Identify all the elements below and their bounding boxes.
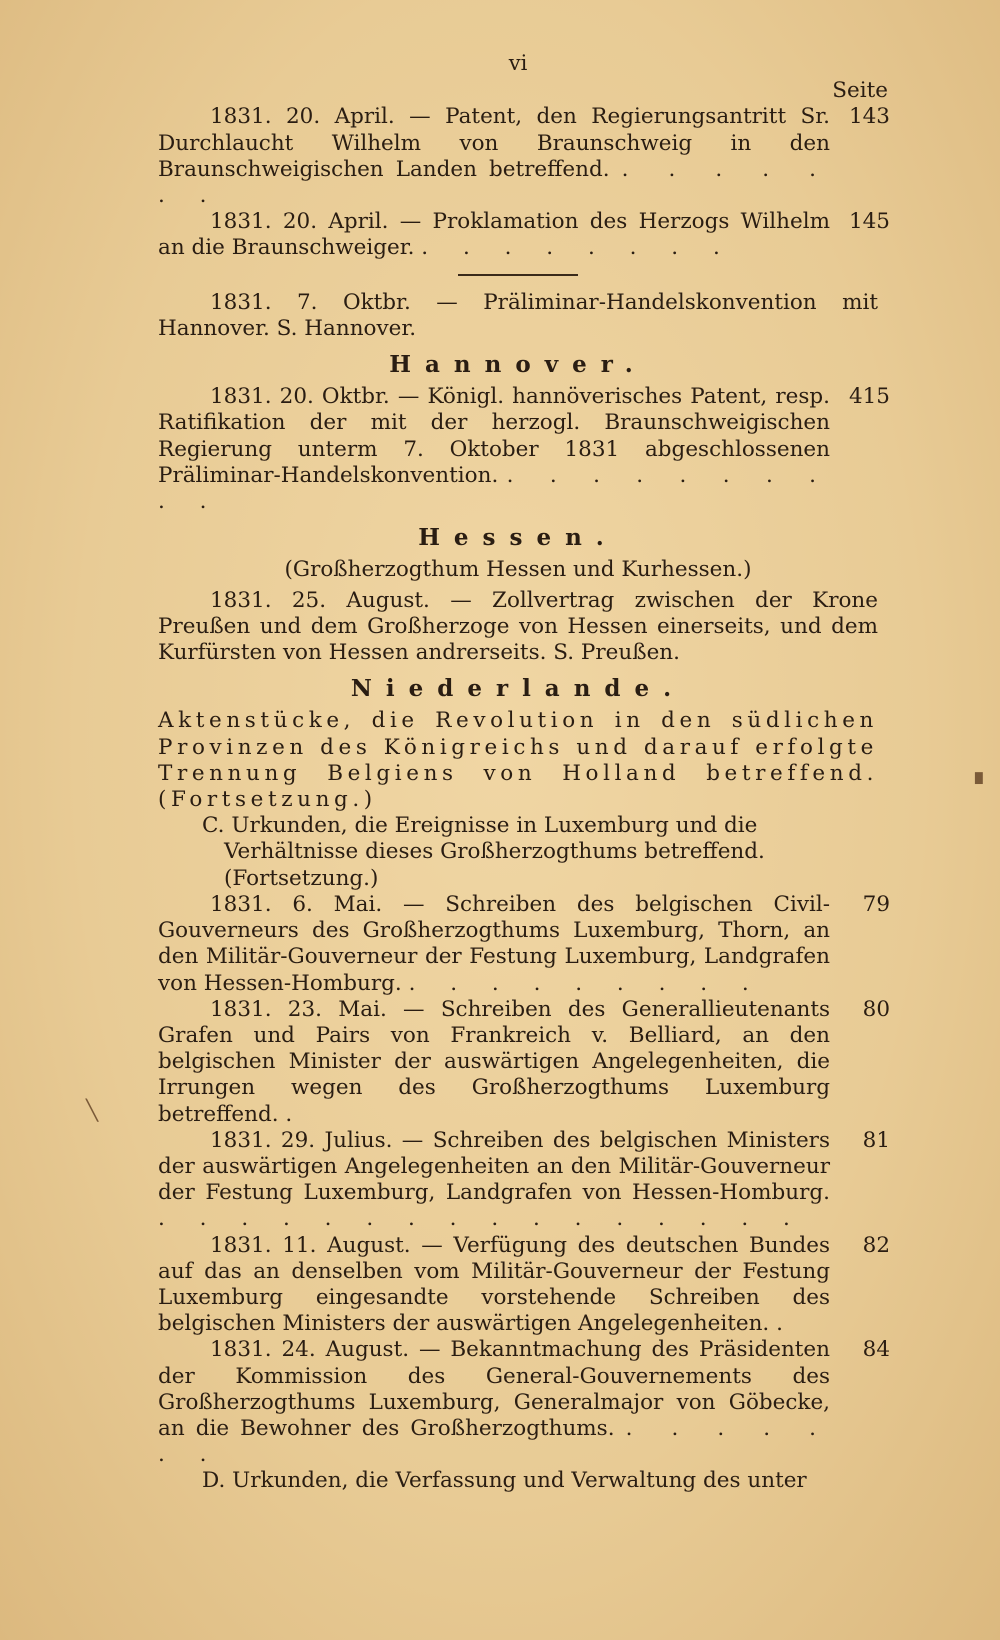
ink-mark: ╲	[86, 1098, 99, 1122]
section-heading-niederlande: Niederlande.	[350, 675, 686, 703]
entry-dots: . . . . . . . .	[421, 235, 734, 261]
section-subheading-hessen: (Großherzogthum Hessen und Kurhessen.)	[284, 557, 752, 583]
toc-entry-hessen: 1831. 25. August. — Zollvertrag zwischen der Krone Preußen und dem Großherzoge von Hessen einerseits, und dem Kurfürsten von Hessen andrerseits. S. Preußen.	[158, 587, 878, 666]
toc-entry	[158, 384, 890, 515]
entry-text: 1831. 20. Oktbr. — Königl. hannöverisches Patent, resp. Ratifikation der mit der herzogl. Braunschweigischen Regierung unterm 7. Oktober 1831 abgeschlossenen Präliminar-Handelskonvention.	[158, 384, 830, 488]
entry-page-number: 80	[862, 996, 890, 1022]
toc-entry	[158, 104, 890, 209]
entry-dots: . . . . . . . . .	[408, 970, 763, 996]
entry-text: 1831. 23. Mai. — Schreiben des Generallieutenants Grafen und Pairs von Frankreich v. Belliard, an den belgischen Minister der auswärtigen Angelegenheiten, die Irrungen wegen des Großherzogthums Luxemburg betreffend.	[158, 996, 830, 1127]
section-divider	[458, 274, 578, 276]
entry-text: 1831. 29. Julius. — Schreiben des belgischen Ministers der auswärtigen Angelegenheiten an den Militär-Gouverneur der Festung Luxemburg, Landgrafen von Hessen-Homburg.	[158, 1127, 830, 1206]
seite-label: Seite	[832, 78, 888, 104]
toc-entry	[158, 1337, 890, 1468]
entry-page-number: 145	[848, 209, 890, 235]
page-content	[158, 50, 890, 1495]
entry-page-number: 143	[848, 104, 890, 130]
toc-entry	[158, 209, 890, 261]
entry-dots: . . . . . . .	[158, 1415, 831, 1468]
entry-page-number: 84	[862, 1337, 890, 1363]
entry-page-number: 415	[848, 384, 890, 410]
entry-page-number: 79	[862, 891, 890, 917]
aktenstuecke-intro: Aktenstücke, die Revolution in den südlichen Provinzen des Königreichs und darauf erfolgte Trennung Belgiens von Holland betreffend. (Fortsetzung.)	[158, 708, 878, 813]
entry-text: 1831. 20. April. — Proklamation des Herzogs Wilhelm an die Braunschweiger.	[158, 209, 830, 261]
entry-dots: . . . . . . . . . .	[158, 462, 830, 515]
entry-text: 1831. 24. August. — Bekanntmachung des Präsidenten der Kommission des General-Gouvernements des Großherzogthums Luxemburg, Generalmajor von Göbecke, an die Bewohner des Großherzogthums.	[158, 1337, 830, 1441]
toc-entry-praeliminar: 1831. 7. Oktbr. — Präliminar-Handelskonvention mit Hannover. S. Hannover.	[158, 289, 878, 341]
entry-text: 1831. 11. August. — Verfügung des deutschen Bundes auf das an denselben vom Militär-Gouverneur der Festung Luxemburg eingesandte vorstehende Schreiben des belgischen Ministers der auswärtigen Angelegenheiten.	[158, 1232, 830, 1337]
toc-entry	[158, 891, 890, 997]
subsection-d: D. Urkunden, die Verfassung und Verwaltung des unter	[202, 1468, 807, 1494]
entry-text: 1831. 20. April. — Patent, den Regierungsantritt Sr. Durchlaucht Wilhelm von Braunschweig in den Braunschweigischen Landen betreffend.	[158, 104, 830, 182]
subsection-c: C. Urkunden, die Ereignisse in Luxemburg und die Verhältnisse dieses Großherzogthums betreffend. (Fortsetzung.)	[202, 813, 765, 891]
entry-dots: .	[285, 1101, 307, 1127]
entry-text: 1831. 6. Mai. — Schreiben des belgischen Civil-Gouverneurs des Großherzogthums Luxemburg, Thorn, an den Militär-Gouverneur der Festung Luxemburg, Landgrafen von Hessen-Homburg.	[158, 891, 830, 996]
entry-dots: .	[776, 1311, 797, 1337]
toc-entry	[158, 1127, 890, 1233]
entry-dots: . . . . . . .	[158, 156, 830, 209]
toc-entry	[158, 996, 890, 1128]
ink-mark: ▘	[975, 772, 991, 796]
section-heading-hessen: Hessen.	[418, 524, 618, 552]
entry-dots: . . . . . . . . . . . . . . . .	[158, 1206, 804, 1232]
entry-page-number: 81	[862, 1127, 890, 1153]
section-heading-hannover: Hannover.	[389, 351, 647, 379]
toc-entry	[158, 1232, 890, 1338]
page-number: vi	[508, 51, 528, 75]
entry-page-number: 82	[862, 1232, 890, 1258]
